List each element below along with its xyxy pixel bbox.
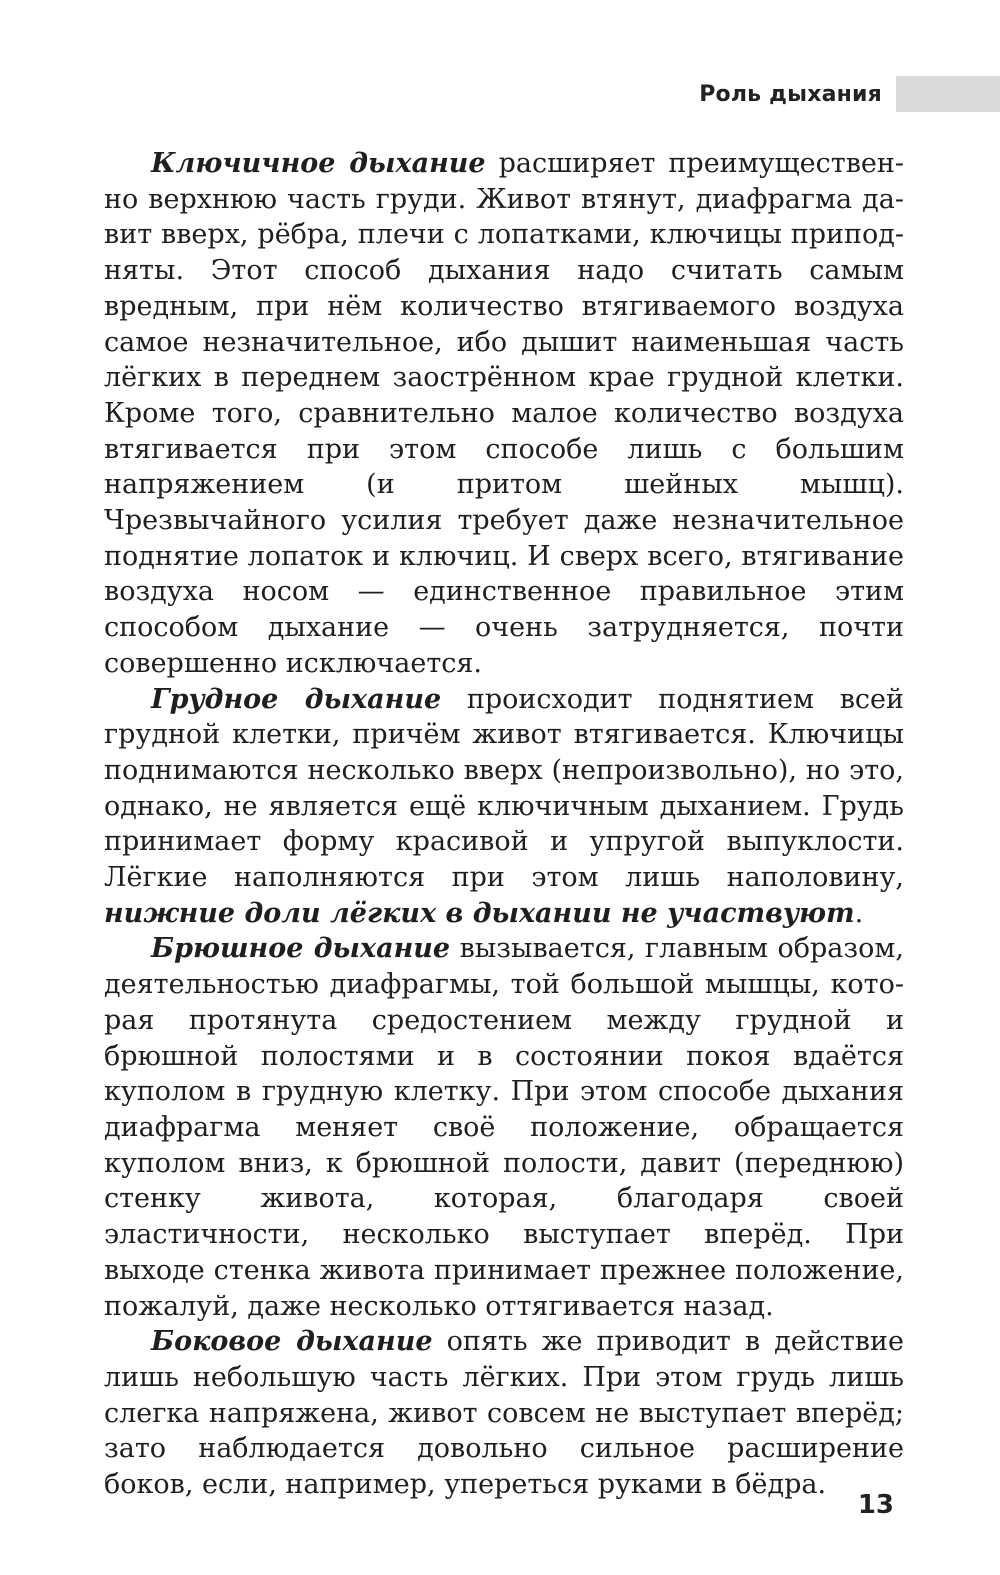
paragraph-lead-term: Грудное дыхание (151, 683, 442, 715)
paragraph-text: происходит поднятием всей грудной клетки, причём живот втягивается. Ключицы поднимаются несколько вверх (непроизвольно), но это, однако, не является ещё ключичным дыханием. Грудь принимает форму красивой и упругой выпуклости. Лёгкие наполняются при этом лишь наполовину, (104, 683, 905, 894)
paragraph-lateral-breathing (104, 1324, 904, 1503)
body-text (104, 146, 904, 1503)
paragraph-chest-breathing (104, 682, 904, 932)
paragraph-text: вызывается, главным образом, деятельностью диафрагмы, той большой мышцы, которая протянута средостением между грудной и брюшной полостями и в состоянии покоя вдаётся куполом в грудную клетку. При этом способе дыхания диафрагма меняет своё положение, обращается куполом вниз, к брюшной полости, давит (переднюю) стенку живота, которая, благодаря своей эластичности, несколько выступает вперёд. При выходе стенка живота принимает прежнее положение, пожалуй, даже несколько оттягивается назад. (104, 933, 904, 1322)
paragraph-lead-term: Ключичное дыхание (151, 148, 486, 179)
running-header (0, 76, 1000, 112)
emphasized-phrase: нижние доли лёгких в дыхании не участвуют (104, 897, 855, 929)
paragraph-tail: . (854, 897, 864, 929)
paragraph-lead-term: Брюшное дыхание (151, 933, 451, 965)
paragraph-abdominal-breathing (104, 931, 904, 1324)
paragraph-lead-term: Боковое дыхание (151, 1326, 433, 1358)
chapter-title: Роль дыхания (699, 82, 882, 107)
paragraph-text: расширяет преимущественно верхнюю часть груди. Живот втянут, диафрагма давит вверх, рёбра, плечи с лопатками, ключицы приподняты. Этот способ дыхания надо считать самым вредным, при нём количество втягиваемого воздуха самое незначительное, ибо дышит наименьшая часть лёгких в переднем заострённом крае грудной клетки. Кроме того, сравнительно малое количество воздуха втягивается при этом способе лишь с большим напряжением (и притом шейных мышц). Чрезвычайного усилия требует даже незначительное поднятие лопаток и ключиц. И сверх всего, втягивание воздуха носом — единственное правильное этим способом дыхание — очень затрудняется, почти совершенно исключается. (104, 148, 904, 679)
header-tab-bar (896, 76, 1000, 112)
paragraph-text: опять же приводит в действие лишь небольшую часть лёгких. При этом грудь лишь слегка напряжена, живот совсем не выступает вперёд; зато наблюдается довольно сильное расширение боков, если, например, упереться руками в бёдра. (104, 1326, 904, 1501)
paragraph-clavicular-breathing (104, 146, 904, 682)
page-number: 13 (857, 1490, 894, 1520)
